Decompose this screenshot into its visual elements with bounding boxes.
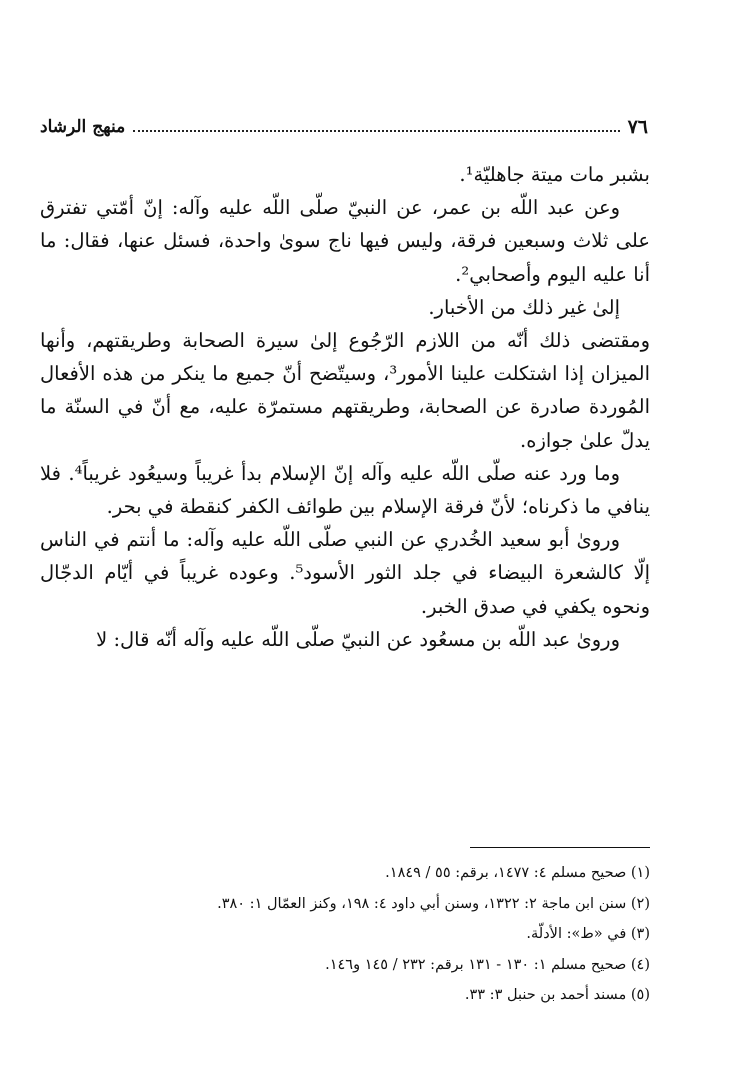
paragraph: وروىٰ عبد اللّه بن مسعُود عن النبيّ صلّى اللّه عليه وآله أنّه قال: لا xyxy=(96,627,620,651)
footnote: (٤) صحيح مسلم ١: ١٣٠ - ١٣١ برقم: ٢٣٢ / ١٤٥ و١٤٦. xyxy=(325,956,650,973)
main-text xyxy=(40,158,650,656)
paragraph: وما ورد عنه صلّى اللّه عليه وآله إنّ الإسلام بدأ غريباً وسيعُود غريباً⁴. فلا ينافي ما ذكرناه؛ لأنّ فرقة الإسلام بين طوائف الكفر كنقطة في بحر. xyxy=(40,461,650,519)
paragraph: بشبر مات ميتة جاهليّة¹. xyxy=(459,163,650,186)
footnotes xyxy=(40,858,650,1011)
page-number: ٧٦ xyxy=(627,116,648,138)
footnote: (١) صحيح مسلم ٤: ١٤٧٧، برقم: ٥٥ / ١٨٤٩. xyxy=(385,865,650,881)
header-dot-leader xyxy=(133,130,619,132)
paragraph: وعن عبد اللّه بن عمر، عن النبيّ صلّى اللّه عليه وآله: إنّ أمّتي تفترق على ثلاث وسبعين فرقة، وليس فيها ناج سوىٰ واحدة، فسئل عنها، فقال: ما أنا عليه اليوم وأصحابي². xyxy=(40,196,650,286)
paragraph: إلىٰ غير ذلك من الأخبار. xyxy=(428,295,620,319)
running-title: منهج الرشاد xyxy=(40,117,126,137)
page-header xyxy=(40,112,648,142)
footnote: (٥) مسند أحمد بن حنبل ٣: ٣٣. xyxy=(464,987,650,1003)
footnote-separator xyxy=(470,847,650,848)
paragraph: ومقتضى ذلك أنّه من اللازم الرّجُوع إلىٰ سيرة الصحابة وطريقتهم، وأنها الميزان إذا اشتكلت علينا الأمور³، وسيتّضح أنّ جميع ما ينكر من هذه الأفعال المُوردة صادرة عن الصحابة، وطريقتهم مستمرّة عليه، مع أنّ في السنّة ما يدلّ علىٰ جوازه. xyxy=(40,329,651,452)
paragraph: وروىٰ أبو سعيد الخُدري عن النبي صلّى اللّه عليه وآله: ما أنتم في الناس إلّا كالشعرة البيضاء في جلد الثور الأسود⁵. وعوده غريباً في أيّام الدجّال ونحوه يكفي في صدق الخبر. xyxy=(40,528,650,618)
footnote: (٣) في «ط»: الأدلّة. xyxy=(526,926,650,942)
footnote: (٢) سنن ابن ماجة ٢: ١٣٢٢، وسنن أبي داود ٤: ١٩٨، وكنز العمّال ١: ٣٨٠. xyxy=(217,895,650,912)
